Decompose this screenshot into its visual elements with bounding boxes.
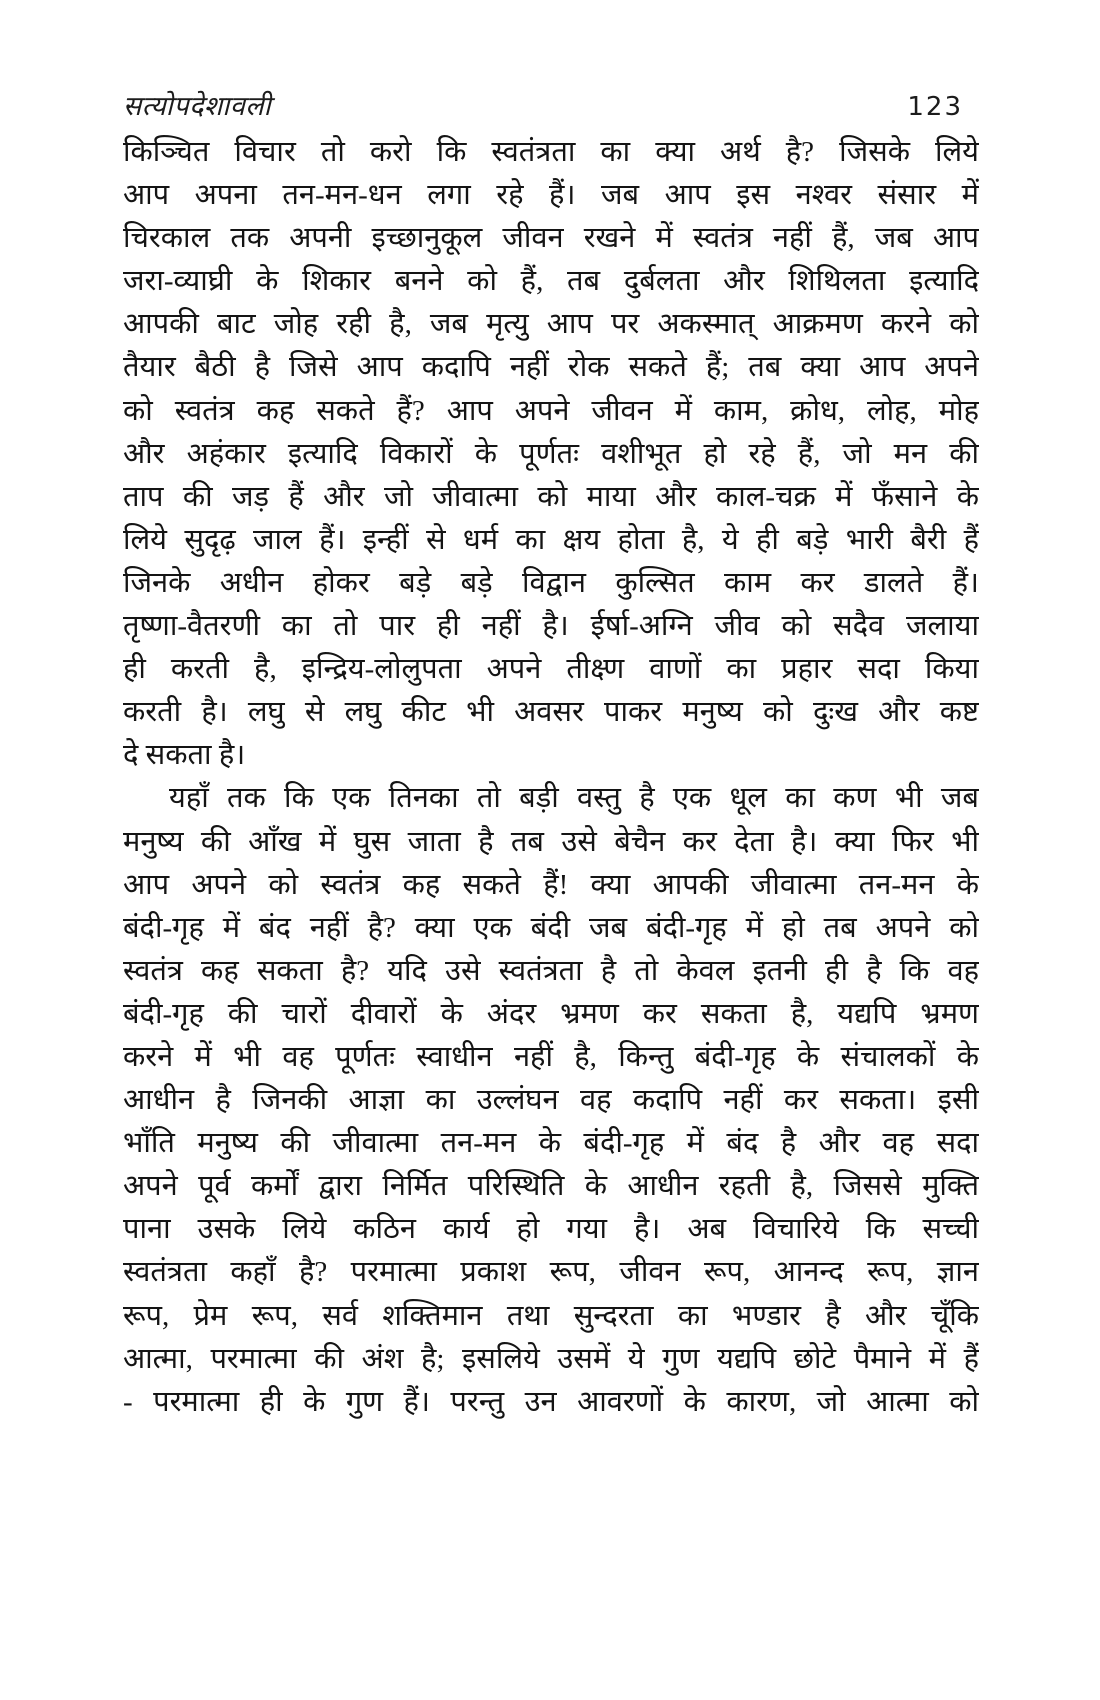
text-line: - परमात्मा ही के गुण हैं। परन्तु उन आवरणों के कारण, जो आत्मा को xyxy=(123,1385,979,1418)
text-line: तृष्णा-वैतरणी का तो पार ही नहीं है। ईर्षा-अग्नि जीव को सदैव जलाया xyxy=(123,610,979,643)
text-line: आत्मा, परमात्मा की अंश है; इसलिये उसमें ये गुण यद्यपि छोटे पैमाने में हैं xyxy=(123,1342,979,1375)
page-number: 123 xyxy=(907,92,963,122)
paragraph xyxy=(123,777,979,1423)
text-line: जरा-व्याघ्री के शिकार बनने को हैं, तब दुर्बलता और शिथिलता इत्यादि xyxy=(123,265,979,298)
text-line: तैयार बैठी है जिसे आप कदापि नहीं रोक सकते हैं; तब क्या आप अपने xyxy=(123,351,979,384)
text-line: स्वतंत्रता कहाँ है? परमात्मा प्रकाश रूप, जीवन रूप, आनन्द रूप, ज्ञान xyxy=(123,1256,979,1289)
text-line: यहाँ तक कि एक तिनका तो बड़ी वस्तु है एक धूल का कण भी जब xyxy=(169,782,979,815)
running-title: सत्योपदेशावली xyxy=(123,91,272,121)
text-line: भाँति मनुष्य की जीवात्मा तन-मन के बंदी-गृह में बंद है और वह सदा xyxy=(123,1127,979,1160)
text-line: दे सकता है। xyxy=(123,739,246,772)
text-line: को स्वतंत्र कह सकते हैं? आप अपने जीवन में काम, क्रोध, लोह, मोह xyxy=(123,394,979,427)
text-line: मनुष्य की आँख में घुस जाता है तब उसे बेचैन कर देता है। क्या फिर भी xyxy=(123,825,979,858)
text-line: रूप, प्रेम रूप, सर्व शक्तिमान तथा सुन्दरता का भण्डार है और चूँकि xyxy=(123,1299,979,1332)
text-line: आप अपना तन-मन-धन लगा रहे हैं। जब आप इस नश्वर संसार में xyxy=(123,179,979,212)
text-line: लिये सुदृढ़ जाल हैं। इन्हीं से धर्म का क्षय होता है, ये ही बड़े भारी बैरी हैं xyxy=(123,523,979,556)
text-line: ही करती है, इन्द्रिय-लोलुपता अपने तीक्ष्ण वाणों का प्रहार सदा किया xyxy=(123,653,979,686)
text-line: जिनके अधीन होकर बड़े बड़े विद्वान कुल्सित काम कर डालते हैं। xyxy=(123,566,979,599)
text-line: ताप की जड़ हैं और जो जीवात्मा को माया और काल-चक्र में फँसाने के xyxy=(123,480,979,513)
text-line: और अहंकार इत्यादि विकारों के पूर्णतः वशीभूत हो रहे हैं, जो मन की xyxy=(123,437,979,470)
text-line: आपकी बाट जोह रही है, जब मृत्यु आप पर अकस्मात् आक्रमण करने को xyxy=(123,308,979,341)
text-line: पाना उसके लिये कठिन कार्य हो गया है। अब विचारिये कि सच्ची xyxy=(123,1213,979,1246)
text-line: करने में भी वह पूर्णतः स्वाधीन नहीं है, किन्तु बंदी-गृह के संचालकों के xyxy=(123,1040,979,1073)
page-header xyxy=(123,86,979,123)
text-line: किञ्चित विचार तो करो कि स्वतंत्रता का क्या अर्थ है? जिसके लिये xyxy=(123,136,979,168)
text-line: आधीन है जिनकी आज्ञा का उल्लंघन वह कदापि नहीं कर सकता। इसी xyxy=(123,1084,979,1117)
text-line: अपने पूर्व कर्मों द्वारा निर्मित परिस्थिति के आधीन रहती है, जिससे मुक्ति xyxy=(123,1170,979,1203)
text-line: बंदी-गृह में बंद नहीं है? क्या एक बंदी जब बंदी-गृह में हो तब अपने को xyxy=(123,911,979,944)
text-line: करती है। लघु से लघु कीट भी अवसर पाकर मनुष्य को दुःख और कष्ट xyxy=(123,696,979,729)
paragraph xyxy=(123,131,979,777)
text-line: आप अपने को स्वतंत्र कह सकते हैं! क्या आपकी जीवात्मा तन-मन के xyxy=(123,868,979,901)
text-line: बंदी-गृह की चारों दीवारों के अंदर भ्रमण कर सकता है, यद्यपि भ्रमण xyxy=(123,997,979,1030)
text-line: चिरकाल तक अपनी इच्छानुकूल जीवन रखने में स्वतंत्र नहीं हैं, जब आप xyxy=(123,222,979,255)
text-line: स्वतंत्र कह सकता है? यदि उसे स्वतंत्रता है तो केवल इतनी ही है कि वह xyxy=(123,954,979,987)
page-body xyxy=(123,131,979,1424)
